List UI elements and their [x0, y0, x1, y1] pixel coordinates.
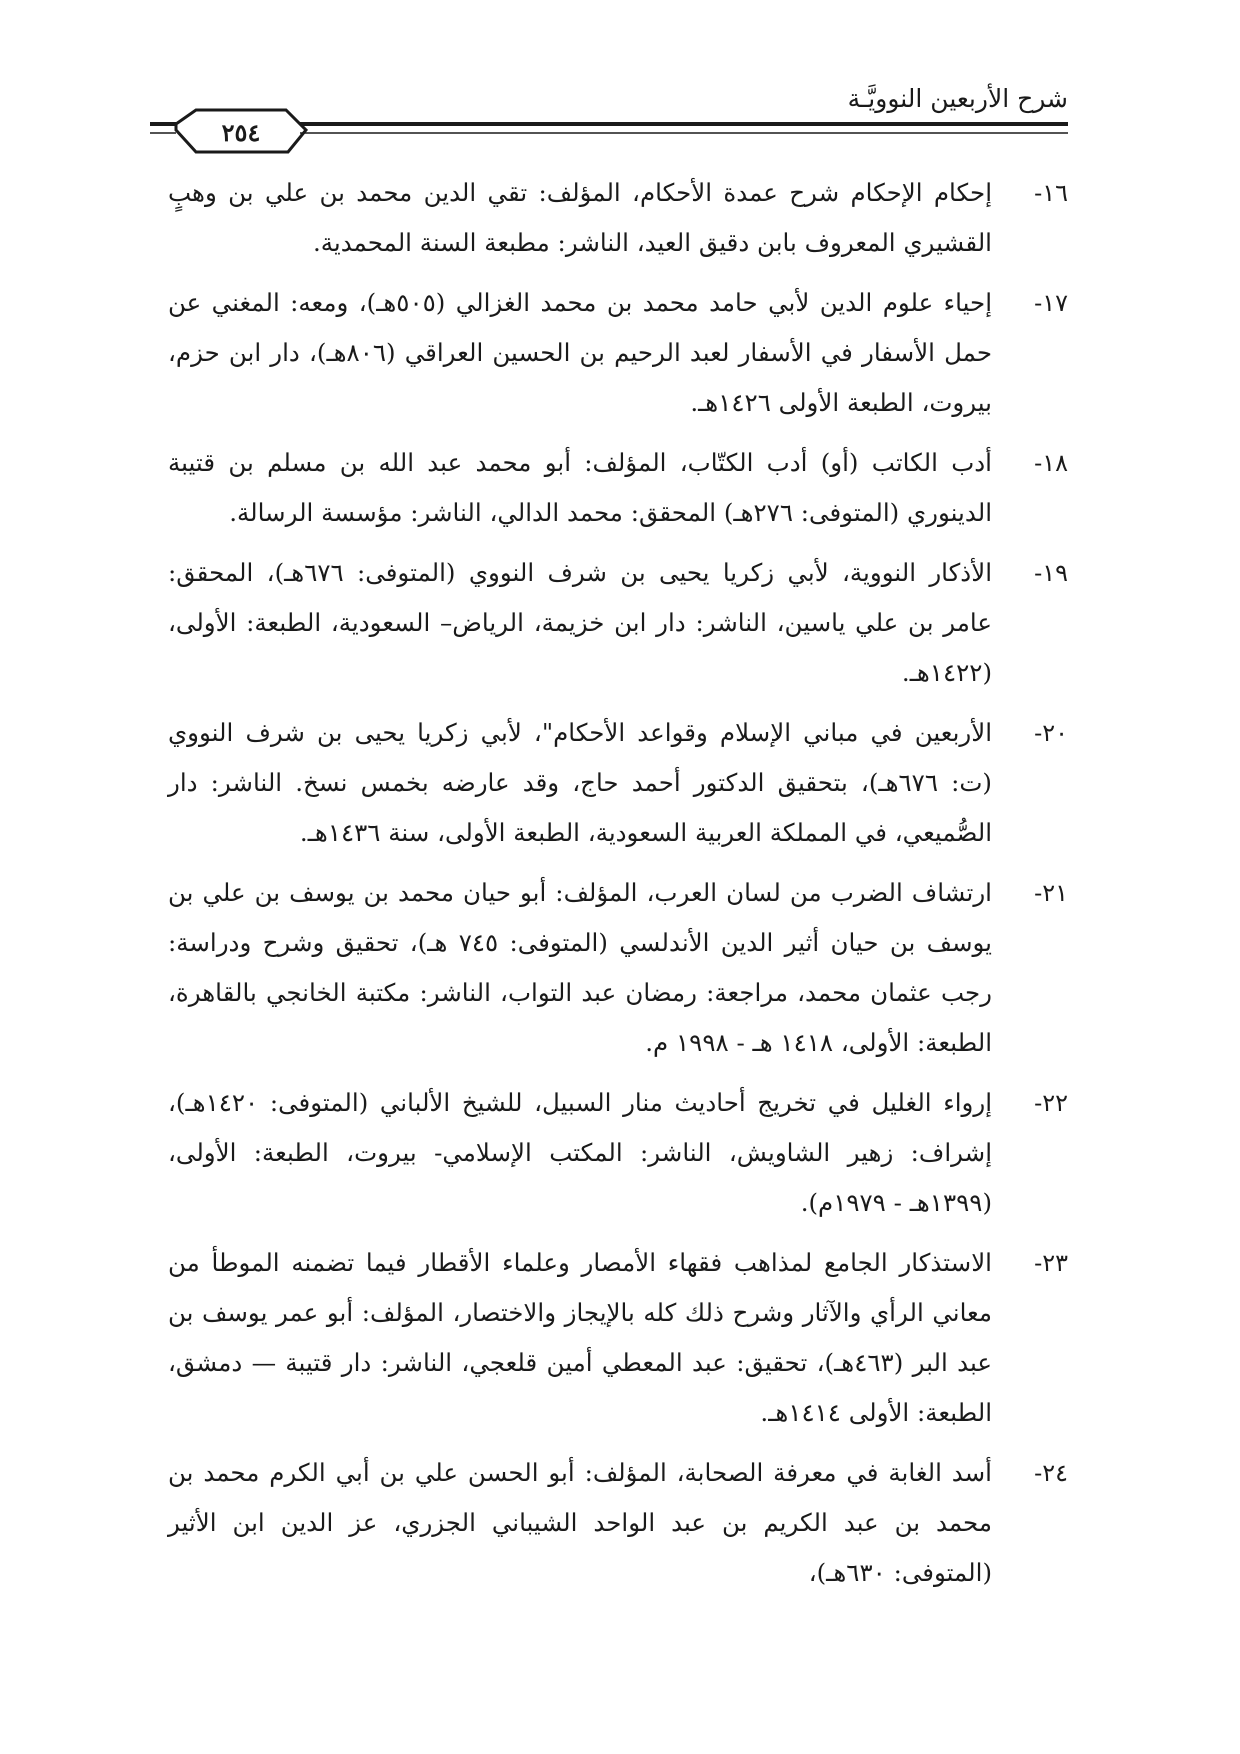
entry-text: إحكام الإحكام شرح عمدة الأحكام، المؤلف: تقي الدين محمد بن علي بن وهبٍ القشيري المعروف بابن دقيق العيد، الناشر: مطبعة السنة المحمدية.	[168, 178, 992, 257]
entry-text: أسد الغابة في معرفة الصحابة، المؤلف: أبو الحسن علي بن أبي الكرم محمد بن محمد بن عبد الكريم بن عبد الواحد الشيباني الجزري، عز الدين ابن الأثير (المتوفى: ٦٣٠هـ)،	[168, 1458, 992, 1587]
bibliography-entry	[168, 168, 1068, 268]
bibliography-entry	[168, 438, 1068, 538]
bibliography-entry	[168, 1078, 1068, 1228]
running-header-title: شرح الأربعين النوويَّـة	[847, 84, 1068, 113]
page-number: ٢٥٤	[221, 118, 261, 147]
bibliography-entry	[168, 708, 1068, 858]
header-rule-ornament	[0, 0, 1240, 160]
entry-text: الاستذكار الجامع لمذاهب فقهاء الأمصار وعلماء الأقطار فيما تضمنه الموطأ من معاني الرأي والآثار وشرح ذلك كله بالإيجاز والاختصار، المؤلف: أبو عمر يوسف بن عبد البر (٤٦٣هـ)، تحقيق: عبد المعطي أمين قلعجي، الناشر: دار قتيبة — دمشق، الطبعة: الأولى ١٤١٤هـ.	[168, 1248, 992, 1427]
entry-number: ١٩-	[1034, 559, 1068, 587]
bibliography-entry	[168, 548, 1068, 698]
entry-text: إحياء علوم الدين لأبي حامد محمد بن محمد الغزالي (٥٠٥هـ)، ومعه: المغني عن حمل الأسفار في الأسفار لعبد الرحيم بن الحسين العراقي (٨٠٦هـ)، دار ابن حزم، بيروت، الطبعة الأولى ١٤٢٦هـ.	[168, 288, 992, 417]
entry-number: ٢١-	[1034, 879, 1068, 907]
bibliography-entry	[168, 868, 1068, 1068]
entry-number: ١٧-	[1034, 289, 1068, 317]
entry-number: ٢٣-	[1034, 1249, 1068, 1277]
bibliography-list	[168, 168, 1068, 1608]
entry-text: إرواء الغليل في تخريج أحاديث منار السبيل، للشيخ الألباني (المتوفى: ١٤٢٠هـ)، إشراف: زهير الشاويش، الناشر: المكتب الإسلامي- بيروت، الطبعة: الأولى، (١٣٩٩هـ - ١٩٧٩م).	[168, 1088, 992, 1217]
entry-text: ارتشاف الضرب من لسان العرب، المؤلف: أبو حيان محمد بن يوسف بن علي بن يوسف بن حيان أثير الدين الأندلسي (المتوفى: ٧٤٥ هـ)، تحقيق وشرح ودراسة: رجب عثمان محمد، مراجعة: رمضان عبد التواب، الناشر: مكتبة الخانجي بالقاهرة، الطبعة: الأولى، ١٤١٨ هـ - ١٩٩٨ م.	[168, 878, 992, 1057]
entry-number: ١٨-	[1034, 449, 1068, 477]
bibliography-entry	[168, 1238, 1068, 1438]
entry-number: ١٦-	[1034, 179, 1068, 207]
entry-text: الأربعين في مباني الإسلام وقواعد الأحكام"، لأبي زكريا يحيى بن شرف النووي (ت: ٦٧٦هـ)، بتحقيق الدكتور أحمد حاج، وقد عارضه بخمس نسخ. الناشر: دار الصُّميعي، في المملكة العربية السعودية، الطبعة الأولى، سنة ١٤٣٦هـ.	[168, 718, 992, 847]
bibliography-entry	[168, 1448, 1068, 1598]
entry-number: ٢٢-	[1034, 1089, 1068, 1117]
entry-number: ٢٠-	[1034, 719, 1068, 747]
entry-number: ٢٤-	[1034, 1459, 1068, 1487]
entry-text: الأذكار النووية، لأبي زكريا يحيى بن شرف النووي (المتوفى: ٦٧٦هـ)، المحقق: عامر بن علي ياسين، الناشر: دار ابن خزيمة، الرياض– السعودية، الطبعة: الأولى، (١٤٢٢هـ.	[168, 558, 992, 687]
bibliography-entry	[168, 278, 1068, 428]
entry-text: أدب الكاتب (أو) أدب الكتّاب، المؤلف: أبو محمد عبد الله بن مسلم بن قتيبة الدينوري (المتوفى: ٢٧٦هـ) المحقق: محمد الدالي، الناشر: مؤسسة الرسالة.	[168, 448, 992, 527]
